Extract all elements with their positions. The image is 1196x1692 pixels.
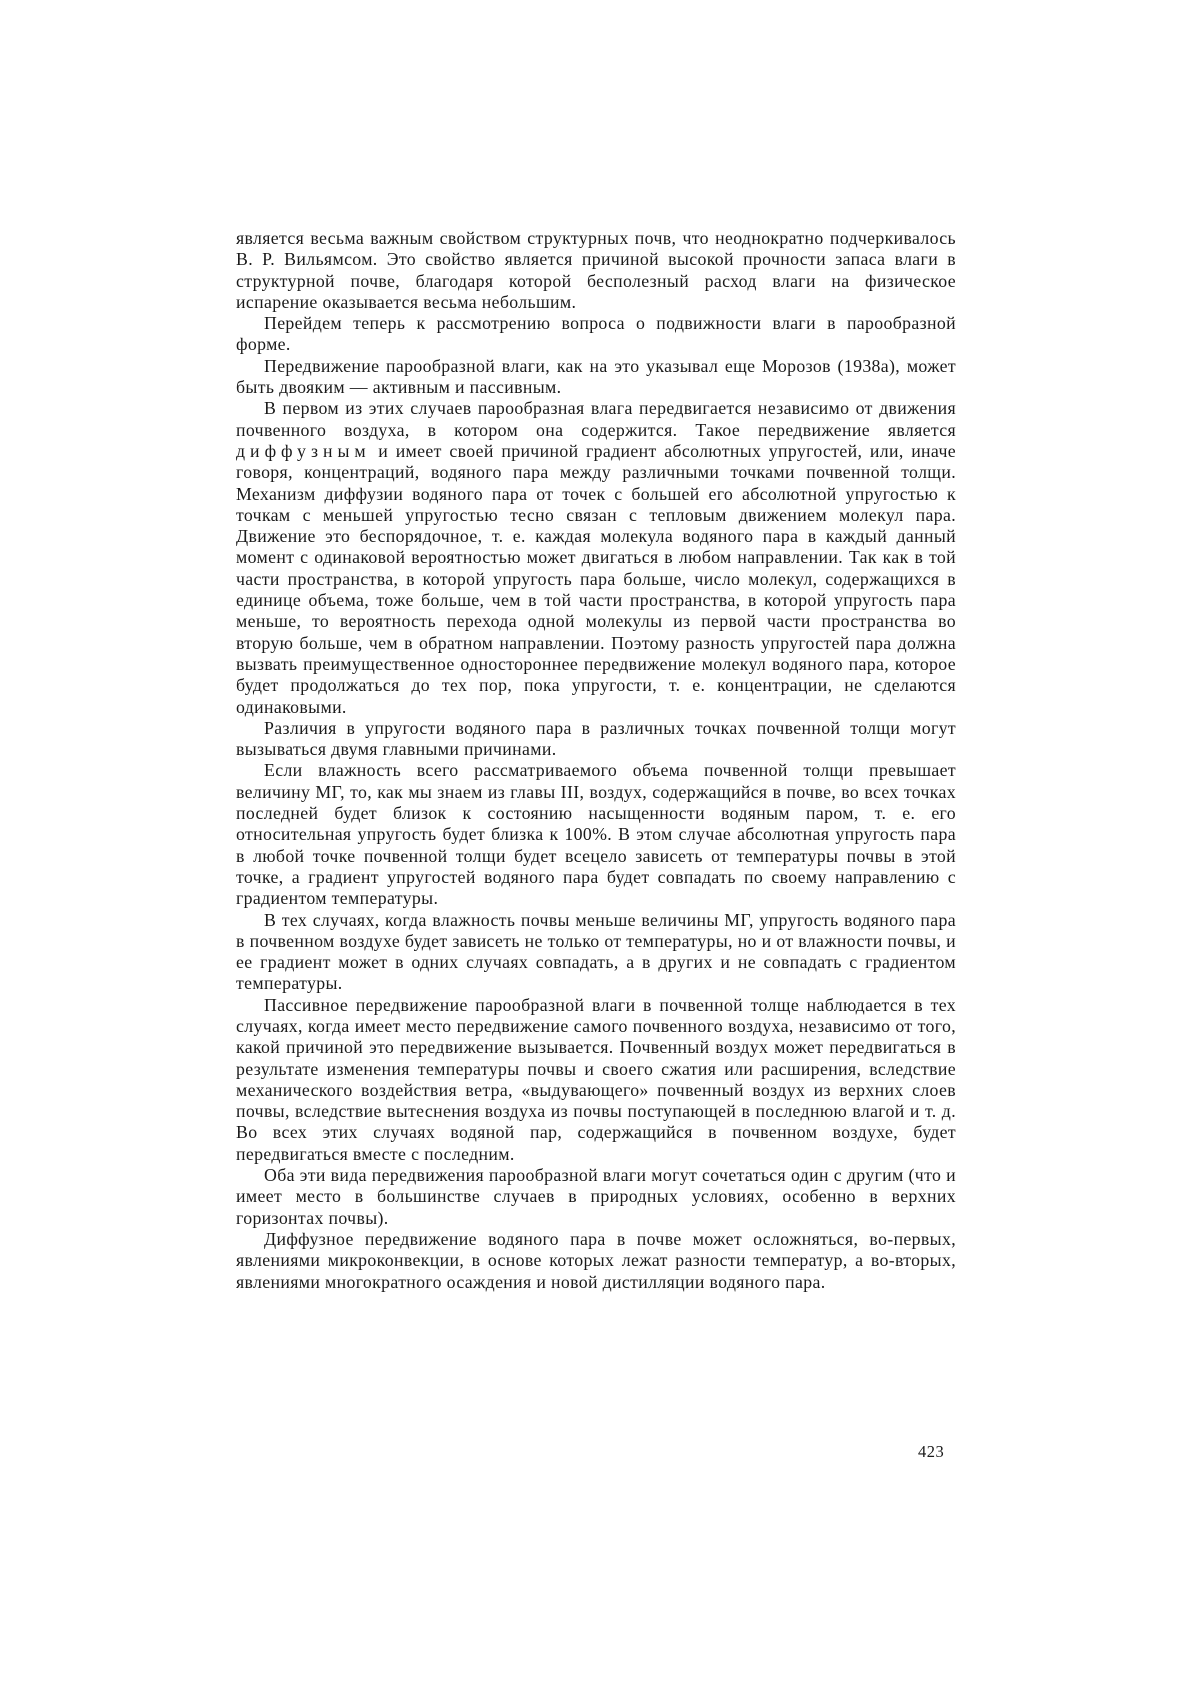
- paragraph: Оба эти вида передвижения парообразной влаги могут сочетаться один с другим (что и имеет место в большинстве случаев в природных условиях, особенно в верхних горизонтах почвы).: [236, 1165, 956, 1228]
- page-number: 423: [918, 1442, 945, 1461]
- paragraph: Если влажность всего рассматриваемого объема почвенной толщи превышает величину МГ, то, как мы знаем из главы III, воздух, содержащийся в почве, во всех точках последней будет близок к состоянию насыщенности водяным паром, т. е. его относительная упругость будет близка к 100%. В этом случае абсолютная упругость пара в любой точке почвенной толщи будет всецело зависеть от температуры почвы в этой точке, а градиент упругостей водяного пара будет совпадать по своему направлению с градиентом температуры.: [236, 760, 956, 909]
- paragraph-diffusion: [236, 398, 956, 717]
- paragraph: В тех случаях, когда влажность почвы меньше величины МГ, упругость водяного пара в почвенном воздухе будет зависеть не только от температуры, но и от влажности почвы, и ее градиент может в одних случаях совпадать, а в других и не совпадать с градиентом температуры.: [236, 909, 956, 994]
- paragraph: является весьма важным свойством структурных почв, что неоднократно подчеркивалось В. Р. Вильямсом. Это свойство является причиной высокой прочности запаса влаги в структурной почве, благодаря которой бесполезный расход влаги на физическое испарение оказывается весьма небольшим.: [236, 228, 956, 312]
- paragraph: Передвижение парообразной влаги, как на это указывал еще Морозов (1938а), может быть двояким — активным и пассивным.: [236, 355, 956, 398]
- paragraph: Пассивное передвижение парообразной влаги в почвенной толще наблюдается в тех случаях, когда имеет место передвижение самого почвенного воздуха, независимо от того, какой причиной это передвижение вызывается. Почвенный воздух может передвигаться в результате изменения температуры почвы и своего сжатия или расширения, вследствие механического воздействия ветра, «выдувающего» почвенный воздух из верхних слоев почвы, вследствие вытеснения воздуха из почвы поступающей в последнюю влагой и т. д. Во всех этих случаях водяной пар, содержащийся в почвенном воздухе, будет передвигаться вместе с последним.: [236, 994, 956, 1164]
- paragraph: Перейдем теперь к рассмотрению вопроса о подвижности влаги в парообразной форме.: [236, 313, 956, 355]
- paragraph: Различия в упругости водяного пара в различных точках почвенной толщи могут вызываться двумя главными причинами.: [236, 717, 956, 760]
- emphasized-term: диффузным: [236, 440, 371, 461]
- body-text: [236, 228, 956, 1293]
- paragraph-text: В первом из этих случаев парообразная влага передвигается независимо от движения почвенного воздуха, в котором она содержится. Такое передвижение является: [236, 398, 956, 440]
- paragraph: Диффузное передвижение водяного пара в почве может осложняться, во-первых, явлениями микроконвекции, в основе которых лежат разности температур, а во-вторых, явлениями многократного осаждения и новой дистилляции водяного пара.: [236, 1228, 956, 1292]
- paragraph-text: и имеет своей причиной градиент абсолютных упругостей, или, иначе говоря, концентраций, водяного пара между различными точками почвенной толщи. Механизм диффузии водяного пара от точек с большей его абсолютной упругостью к точкам с меньшей упругостью тесно связан с тепловым движением молекул пара. Движение это беспорядочное, т. е. каждая молекула водяного пара в каждый данный момент с одинаковой вероятностью может двигаться в любом направлении. Так как в той части пространства, в которой упругость пара больше, число молекул, содержащихся в единице объема, тоже больше, чем в той части пространства, в которой упругость пара меньше, то вероятность перехода одной молекулы из первой части пространства во вторую больше, чем в обратном направлении. Поэтому разность упругостей пара должна вызвать преимущественное одностороннее передвижение молекул водяного пара, которое будет продолжаться до тех пор, пока упругости, т. е. концентрации, не сделаются одинаковыми.: [236, 440, 956, 717]
